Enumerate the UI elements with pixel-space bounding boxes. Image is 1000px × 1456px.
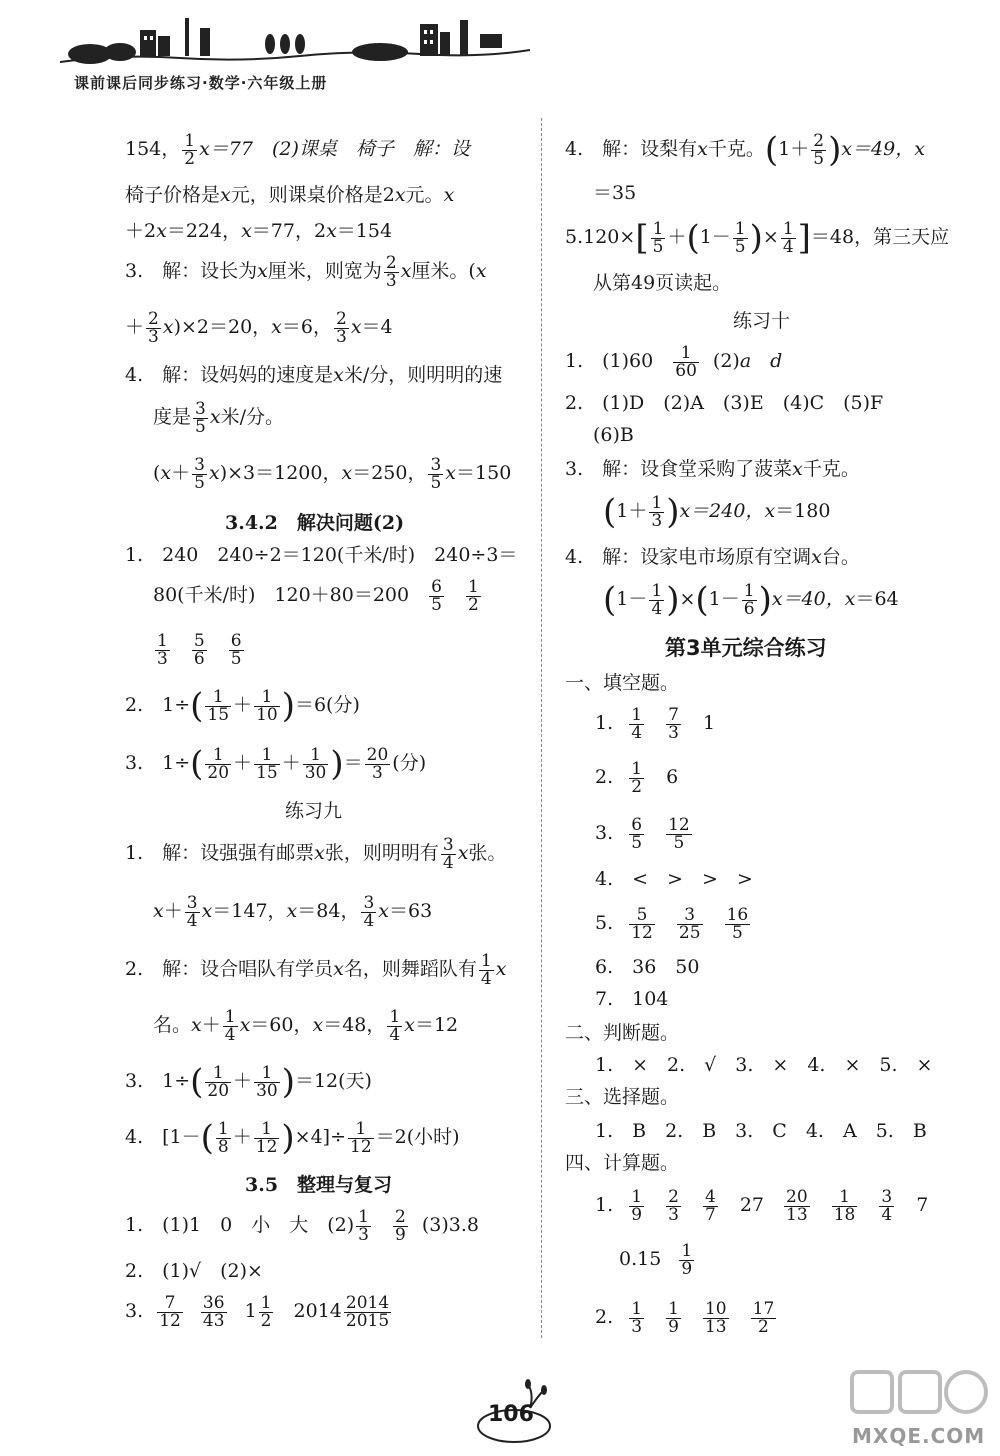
fraction: $\frac{6}{5}$: [230, 630, 242, 669]
fraction: $\frac{1}{9}$: [631, 1186, 643, 1225]
fraction: $\frac{1}{9}$: [668, 1298, 679, 1337]
fraction: $\frac{1}{6}$: [743, 580, 755, 619]
fraction: $\frac{20}{13}$: [786, 1186, 808, 1225]
answer-item-4: 4. [1－( $\frac{1}{8}$ ＋ $\frac{1}{12}$ )×4]÷ $\frac{1}{12}$ ＝2(小时): [125, 1118, 460, 1158]
answer-item-4: 4. 解：设家电市场原有空调x台。: [565, 546, 860, 568]
answer-line: [153, 632, 246, 668]
answer-item-5: 5. $\frac{5}{12}$ $\frac{3}{25}$ $\frac{16}{5}$: [595, 904, 749, 943]
fraction: $\frac{1}{15}$: [207, 686, 230, 725]
section-title-unit-3: 第3单元综合练习: [665, 636, 827, 660]
answer-item-2: 2. 解：设合唱队有学员x名，则舞蹈队有 $\frac{1}{4}$ x: [125, 950, 507, 989]
fraction: $\frac{1}{12}$: [350, 1118, 372, 1157]
answer-item-2: 2. $\frac{1}{2}$ 6: [595, 758, 679, 797]
page-number: 106: [488, 1402, 534, 1427]
answer-line: 1. × 2. √ 3. × 4. × 5. ×: [595, 1054, 933, 1076]
answer-item-3: 3. 1÷( $\frac{1}{20}$ ＋ $\frac{1}{15}$ ＋ $\frac{1}{30}$ )＝ $\frac{20}{3}$ (分): [125, 744, 427, 784]
fraction: $\frac{5}{12}$: [631, 904, 653, 943]
part-heading: 三、选择题。: [565, 1086, 680, 1108]
answer-line: ＝35: [593, 182, 637, 204]
fraction: $\frac{1}{3}$: [157, 630, 168, 669]
answer-item-2: 2. $\frac{1}{3}$ $\frac{1}{9}$ $\frac{10}{13}$ $\frac{17}{2}$: [595, 1298, 775, 1337]
fraction: $\frac{12}{5}$: [668, 814, 690, 853]
answer-line: (1－ $\frac{1}{4}$ )×(1－ $\frac{1}{6}$ )x＝40，x＝64: [603, 580, 899, 620]
fraction: $\frac{2}{5}$: [813, 130, 825, 169]
section-title-3-5: 3.5 整理与复习: [245, 1174, 393, 1196]
fraction: $\frac{1}{4}$: [480, 950, 492, 989]
fraction: $\frac{1}{2}$: [260, 1292, 272, 1331]
answer-item-3: 3. 1÷( $\frac{1}{20}$ ＋ $\frac{1}{30}$ )＝12(天): [125, 1062, 372, 1102]
fraction: $\frac{3}{4}$: [363, 892, 375, 931]
fraction: $\frac{3}{25}$: [678, 904, 701, 943]
fraction: $\frac{3}{4}$: [442, 834, 454, 873]
fraction: $\frac{3}{4}$: [881, 1186, 893, 1225]
answer-line: 0.15 $\frac{1}{9}$: [619, 1240, 693, 1279]
book-subtitle: 课前课后同步练习·数学·六年级上册: [74, 74, 328, 92]
fraction: $\frac{20}{3}$: [366, 744, 389, 783]
fraction: $\frac{2014}{2015}$: [345, 1292, 390, 1331]
answer-item-1: 1. (1)1 0 小 大 (2) $\frac{1}{3}$ $\frac{2}{9}$ (3)3.8: [125, 1206, 479, 1245]
answer-line: 名。x＋ $\frac{1}{4}$ x＝60，x＝48， $\frac{1}{4}$ x＝12: [153, 1006, 459, 1045]
answer-line: x＋ $\frac{3}{4}$ x＝147，x＝84， $\frac{3}{4}$ x＝63: [153, 892, 433, 931]
answer-item-2: 2. (1)√ (2)×: [125, 1260, 263, 1282]
page-header: [60, 10, 540, 90]
fraction: $\frac{2}{3}$: [668, 1186, 679, 1225]
town-skyline-illustration: [60, 10, 530, 72]
answer-line: 154， $\frac{1}{2}$ x＝77 (2)课桌 椅子 解：设: [125, 130, 470, 169]
fraction: $\frac{1}{4}$: [389, 1006, 401, 1045]
fraction: $\frac{1}{3}$: [631, 1298, 643, 1337]
fraction: $\frac{1}{5}$: [652, 218, 664, 257]
fraction: $\frac{4}{7}$: [704, 1186, 716, 1225]
fraction: $\frac{2}{3}$: [385, 252, 397, 291]
section-title-exercise-9: 练习九: [285, 800, 343, 822]
answer-item-6: 6. 36 50: [595, 956, 700, 978]
fraction: $\frac{16}{5}$: [726, 904, 749, 943]
answer-line: (1＋ $\frac{1}{3}$ )x＝240，x＝180: [603, 492, 831, 532]
fraction: $\frac{10}{13}$: [704, 1298, 727, 1337]
fraction: $\frac{1}{10}$: [256, 686, 278, 725]
fraction: $\frac{1}{3}$: [651, 492, 663, 531]
fraction: $\frac{3}{5}$: [194, 454, 205, 493]
part-heading: 一、填空题。: [565, 672, 680, 694]
fraction: $\frac{1}{2}$: [631, 758, 643, 797]
fraction: $\frac{3}{5}$: [195, 398, 206, 437]
answer-line: 从第49页读起。: [593, 272, 732, 294]
answer-line: (6)B: [593, 424, 634, 446]
answer-item-2: 2. (1)D (2)A (3)E (4)C (5)F: [565, 392, 884, 414]
answer-item-1: 1. 240 240÷2＝120(千米/时) 240÷3＝: [125, 544, 518, 566]
part-heading: 四、计算题。: [565, 1152, 680, 1174]
answer-item-3: 3. 解：设长为x厘米，则宽为 $\frac{2}{3}$ x厘米。(x: [125, 252, 487, 291]
answer-line: (x＋ $\frac{3}{5}$ x)×3＝1200，x＝250， $\frac{3}{5}$ x＝150: [153, 454, 512, 493]
fraction: $\frac{1}{2}$: [184, 130, 196, 169]
answer-line: 1. B 2. B 3. C 4. A 5. B: [595, 1120, 927, 1142]
section-title-3-4-2: 3.4.2 解决问题(2): [225, 512, 405, 534]
fraction: $\frac{1}{9}$: [681, 1240, 693, 1279]
answer-item-2: 2. 1÷( $\frac{1}{15}$ ＋ $\frac{1}{10}$ )＝6(分): [125, 686, 360, 726]
fraction: $\frac{1}{20}$: [207, 1062, 230, 1101]
answer-item-4: 4. 解：设梨有x千克。(1＋ $\frac{2}{5}$ )x＝49，x: [565, 130, 925, 170]
fraction: $\frac{3}{5}$: [430, 454, 442, 493]
fraction: $\frac{1}{2}$: [468, 576, 479, 615]
fraction: $\frac{6}{5}$: [431, 576, 442, 615]
fraction: $\frac{17}{2}$: [752, 1298, 775, 1337]
answer-item-3: 3. $\frac{7}{12}$ $\frac{36}{43}$ 1 $\frac{1}{2}$ 2014 $\frac{2014}{2015}$: [125, 1292, 390, 1331]
answer-line: ＋2x＝224，x＝77，2x＝154: [125, 220, 393, 242]
answer-item-1: 1. $\frac{1}{4}$ $\frac{7}{3}$ 1: [595, 704, 716, 743]
fraction: $\frac{1}{4}$: [651, 580, 663, 619]
fraction: $\frac{3}{4}$: [186, 892, 198, 931]
answer-item-5: 5.120×[ $\frac{1}{5}$ ＋(1－ $\frac{1}{5}$ )× $\frac{1}{4}$ ]＝48，第三天应: [565, 218, 950, 258]
answer-item-4: 4. 解：设妈妈的速度是x米/分，则明明的速: [125, 364, 503, 386]
fraction: $\frac{36}{43}$: [202, 1292, 225, 1331]
answer-item-1: 1. (1)60 $\frac{1}{60}$ (2)a d: [565, 342, 783, 381]
fraction: $\frac{1}{4}$: [224, 1006, 236, 1045]
fraction: $\frac{7}{12}$: [159, 1292, 181, 1331]
fraction: $\frac{2}{9}$: [395, 1206, 406, 1245]
answer-item-1: 1. 解：设强强有邮票x张，则明明有 $\frac{3}{4}$ x张。: [125, 834, 507, 873]
part-heading: 二、判断题。: [565, 1022, 680, 1044]
answer-line: 椅子价格是x元，则课桌价格是2x元。x: [125, 184, 455, 206]
fraction: $\frac{1}{8}$: [217, 1118, 229, 1157]
section-title-exercise-10: 练习十: [733, 310, 791, 332]
answer-item-3: 3. $\frac{6}{5}$ $\frac{12}{5}$: [595, 814, 690, 853]
fraction: $\frac{5}{6}$: [193, 630, 205, 669]
watermark-text: MXQE.COM: [852, 1424, 986, 1448]
answer-item-3: 3. 解：设食堂采购了菠菜x千克。: [565, 458, 860, 480]
fraction: $\frac{1}{18}$: [833, 1186, 856, 1225]
fraction: $\frac{2}{3}$: [148, 308, 159, 347]
answer-item-4: 4. < > > >: [595, 868, 753, 890]
fraction: $\frac{1}{12}$: [255, 1118, 278, 1157]
fraction: $\frac{1}{3}$: [358, 1206, 369, 1245]
answer-line: 度是 $\frac{3}{5}$ x米/分。: [153, 398, 284, 437]
fraction: $\frac{1}{15}$: [256, 744, 278, 783]
fraction: $\frac{1}{4}$: [782, 218, 794, 257]
fraction: $\frac{6}{5}$: [631, 814, 643, 853]
fraction: $\frac{1}{5}$: [734, 218, 746, 257]
fraction: $\frac{2}{3}$: [335, 308, 347, 347]
answer-item-1: 1. $\frac{1}{9}$ $\frac{2}{3}$ $\frac{4}{7}$ 27 $\frac{20}{13}$ $\frac{1}{18}$ $\frac{3}{4}$ 7: [595, 1186, 929, 1225]
fraction: $\frac{1}{4}$: [631, 704, 643, 743]
fraction: $\frac{1}{60}$: [675, 342, 697, 381]
column-divider: [541, 118, 542, 1338]
fraction: $\frac{1}{20}$: [207, 744, 230, 783]
answer-item-7: 7. 104: [595, 988, 669, 1010]
answer-line: 80(千米/时) 120＋80＝200 $\frac{6}{5}$ $\frac{1}{2}$: [153, 576, 479, 615]
fraction: $\frac{7}{3}$: [668, 704, 679, 743]
fraction: $\frac{1}{30}$: [304, 744, 327, 783]
fraction: $\frac{1}{30}$: [256, 1062, 278, 1101]
answer-line: ＋ $\frac{2}{3}$ x)×2＝20，x＝6， $\frac{2}{3}$ x＝4: [125, 308, 393, 347]
